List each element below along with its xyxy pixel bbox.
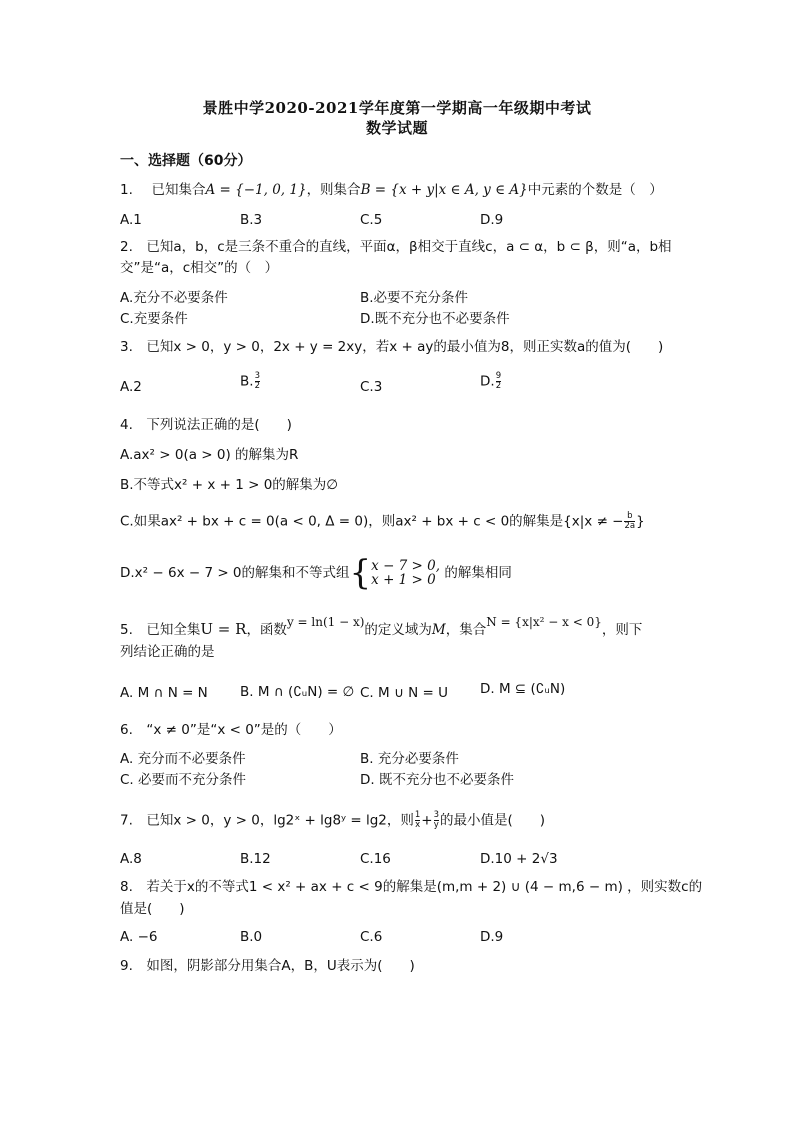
q3-option-d-prefix: D. xyxy=(480,373,495,390)
q2-option-c: C.充要条件 xyxy=(120,311,188,327)
q8-option-c: C.6 xyxy=(360,929,383,945)
q6-text: 6. “x ≠ 0”是“x < 0”是的（ ） xyxy=(120,722,342,738)
q7-fraction-1 xyxy=(415,811,420,830)
q4-option-c-prefix: C.如果ax² + bx + c = 0(a < 0, Δ = 0)，则ax² + bx + c < 0的解集是{x|x ≠ − xyxy=(120,513,624,530)
q5-option-d: D. M ⊆ (∁ᵤN) xyxy=(480,681,566,697)
q3-option-c: C.3 xyxy=(360,379,383,395)
q4-option-c-den: 2a xyxy=(624,521,636,531)
q5-text-a: 5. 已知全集 xyxy=(120,622,201,638)
q6-option-d: D. 既不充分也不必要条件 xyxy=(360,772,514,788)
q8-option-b: B.0 xyxy=(240,929,263,945)
q8-line-1: 8. 若关于x的不等式1 < x² + ax + c < 9的解集是(m,m + 2) ∪ (4 − m,6 − m) ，则实数c的 xyxy=(120,879,703,895)
q4-text: 4. 下列说法正确的是( ) xyxy=(120,417,292,433)
q7-option-d: D.10 + 2√3 xyxy=(480,851,558,867)
q7-text-b: 的最小值是( ) xyxy=(440,812,546,829)
q7-fraction-2 xyxy=(434,811,439,830)
q5-universal-set: U = R xyxy=(200,620,247,638)
q3-option-d-den: 2 xyxy=(495,381,502,391)
q1-math-b: B = {x + y|x ∈ A, y ∈ A} xyxy=(360,182,528,198)
q1-text-b: ，则集合 xyxy=(306,182,361,198)
q5-text-c: 的定义域为 xyxy=(364,622,432,638)
q5-option-a: A. M ∩ N = N xyxy=(120,685,208,701)
q1-math-a: A = {−1, 0, 1} xyxy=(205,182,307,198)
q1-option-d: D.9 xyxy=(480,212,504,228)
question-1 xyxy=(120,181,663,199)
q2-option-a: A.充分不必要条件 xyxy=(120,290,228,306)
q5-line-2: 列结论正确的是 xyxy=(120,644,215,660)
q4-option-d-suffix: 的解集相同 xyxy=(444,565,512,581)
q2-line-2: 交”是“a，c相交”的（ ） xyxy=(120,260,279,276)
q4-system-line-2: x + 1 > 0 xyxy=(371,572,436,588)
q8-option-a: A. −6 xyxy=(120,929,158,945)
q4-option-c xyxy=(120,512,645,531)
q7-f1-den: x xyxy=(415,820,421,830)
q5-option-c: C. M ∪ N = U xyxy=(360,685,448,701)
q4-option-d xyxy=(120,553,512,593)
q7-f2-num: 3 xyxy=(433,810,440,820)
q2-line-1: 2. 已知a，b，c是三条不重合的直线，平面α，β相交于直线c，a ⊂ α，b ⊂ β，则“a，b相 xyxy=(120,239,672,255)
q2-option-d: D.既不充分也不必要条件 xyxy=(360,311,510,327)
q7-f2-den: y xyxy=(433,820,439,830)
system-brace-icon: { xyxy=(349,553,372,593)
q1-option-c: C.5 xyxy=(360,212,383,228)
q5-set-m: M xyxy=(431,622,446,638)
q3-option-d-num: 9 xyxy=(495,371,502,381)
q2-option-b: B.必要不充分条件 xyxy=(360,290,469,306)
q1-text-a: 已知集合 xyxy=(151,182,206,198)
q9-text: 9. 如图，阴影部分用集合A，B，U表示为( ) xyxy=(120,958,415,974)
q5-option-b: B. M ∩ (∁ᵤN) = ∅ xyxy=(240,684,355,700)
q5-set-n: N = {x|x² − x < 0} xyxy=(486,615,602,629)
q4-option-d-system xyxy=(371,559,440,587)
q4-option-c-fraction xyxy=(624,512,635,531)
q7-option-c: C.16 xyxy=(360,851,391,867)
q5-text-e: ，则下 xyxy=(601,622,643,638)
q4-option-a: A.ax² > 0(a > 0) 的解集为R xyxy=(120,447,299,463)
q3-option-b-fraction xyxy=(255,372,260,391)
q5-line-1 xyxy=(120,615,643,639)
exam-title: 景胜中学2020-2021学年度第一学期高一年级期中考试 xyxy=(202,99,592,117)
q6-option-c: C. 必要而不充分条件 xyxy=(120,772,247,788)
q3-text: 3. 已知x > 0，y > 0，2x + y = 2xy，若x + ay的最小值为8，则正实数a的值为( ) xyxy=(120,339,664,355)
q1-text-c: 中元素的个数是（ ） xyxy=(527,182,663,198)
q3-option-d xyxy=(480,372,502,391)
q3-option-b xyxy=(240,372,261,391)
q5-function: y = ln(1 − x) xyxy=(286,615,365,629)
q5-text-d: ，集合 xyxy=(445,622,487,638)
q7-text-a: 7. 已知x > 0，y > 0，lg2ˣ + lg8ʸ = lg2，则 xyxy=(120,812,414,829)
q7-plus: + xyxy=(421,812,433,829)
q7-option-b: B.12 xyxy=(240,851,271,867)
q4-system-line-1: x − 7 > 0, xyxy=(371,558,441,574)
q3-option-b-den: 2 xyxy=(254,381,260,391)
q1-number: 1. xyxy=(120,182,133,198)
section-heading: 一、选择题（60分） xyxy=(120,153,252,169)
q4-option-c-suffix: } xyxy=(636,513,645,530)
q6-option-a: A. 充分而不必要条件 xyxy=(120,751,246,767)
q8-option-d: D.9 xyxy=(480,929,504,945)
q5-text-b: ，函数 xyxy=(246,622,287,638)
q1-option-b: B.3 xyxy=(240,212,263,228)
q4-option-c-num: b xyxy=(627,511,633,521)
q8-line-2: 值是( ) xyxy=(120,901,185,917)
q7-text xyxy=(120,811,545,830)
exam-subtitle: 数学试题 xyxy=(365,119,428,137)
q3-option-b-num: 3 xyxy=(254,371,260,381)
q3-option-b-prefix: B. xyxy=(240,373,254,390)
q7-f1-num: 1 xyxy=(414,810,421,820)
q3-option-a: A.2 xyxy=(120,379,142,395)
q1-option-a: A.1 xyxy=(120,212,142,228)
q4-option-d-prefix: D.x² − 6x − 7 > 0的解集和不等式组 xyxy=(120,565,350,581)
q7-option-a: A.8 xyxy=(120,851,142,867)
q3-option-d-fraction xyxy=(496,372,501,391)
q6-option-b: B. 充分必要条件 xyxy=(360,751,459,767)
q4-option-b: B.不等式x² + x + 1 > 0的解集为∅ xyxy=(120,477,339,493)
